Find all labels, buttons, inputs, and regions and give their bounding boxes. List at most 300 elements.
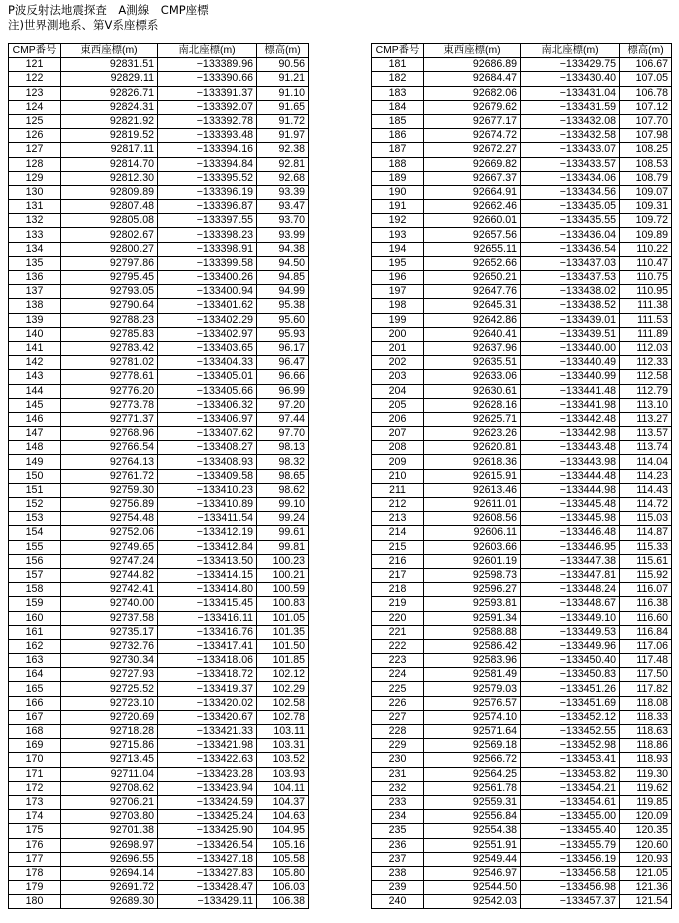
- elevation-cell: 91.65: [257, 100, 309, 114]
- table-row: [372, 739, 672, 753]
- north-south-cell: −133452.98: [521, 739, 620, 753]
- north-south-cell: −133453.41: [521, 753, 620, 767]
- table-row: [372, 384, 672, 398]
- east-west-cell: 92561.78: [424, 781, 521, 795]
- north-south-cell: −133393.48: [158, 129, 257, 143]
- cmp-number-cell: 156: [9, 554, 61, 568]
- elevation-cell: 94.50: [257, 256, 309, 270]
- cmp-number-cell: 209: [372, 455, 424, 469]
- east-west-cell: 92576.57: [424, 696, 521, 710]
- table-row: [372, 625, 672, 639]
- north-south-cell: −133444.98: [521, 483, 620, 497]
- elevation-cell: 98.32: [257, 455, 309, 469]
- elevation-cell: 117.50: [620, 668, 672, 682]
- north-south-cell: −133436.54: [521, 242, 620, 256]
- table-row: [372, 341, 672, 355]
- table-row: [9, 256, 309, 270]
- east-west-cell: 92826.71: [61, 86, 158, 100]
- elevation-cell: 107.70: [620, 114, 672, 128]
- north-south-cell: −133425.24: [158, 810, 257, 824]
- east-west-cell: 92764.13: [61, 455, 158, 469]
- cmp-number-cell: 179: [9, 881, 61, 895]
- table-row: [372, 100, 672, 114]
- cmp-number-cell: 223: [372, 654, 424, 668]
- table-row: [372, 895, 672, 909]
- table-row: [9, 143, 309, 157]
- cmp-number-cell: 171: [9, 767, 61, 781]
- elevation-cell: 117.82: [620, 682, 672, 696]
- east-west-cell: 92637.96: [424, 341, 521, 355]
- cmp-number-cell: 207: [372, 427, 424, 441]
- table-row: [372, 781, 672, 795]
- east-west-cell: 92679.62: [424, 100, 521, 114]
- table-row: [9, 271, 309, 285]
- north-south-cell: −133391.37: [158, 86, 257, 100]
- elevation-cell: 101.05: [257, 611, 309, 625]
- elevation-cell: 95.93: [257, 327, 309, 341]
- cmp-number-cell: 129: [9, 171, 61, 185]
- table-row: [372, 838, 672, 852]
- east-west-cell: 92788.23: [61, 313, 158, 327]
- east-west-cell: 92797.86: [61, 256, 158, 270]
- east-west-cell: 92647.76: [424, 285, 521, 299]
- cmp-number-cell: 126: [9, 129, 61, 143]
- elevation-cell: 107.12: [620, 100, 672, 114]
- table-row: [372, 810, 672, 824]
- east-west-cell: 92749.65: [61, 540, 158, 554]
- elevation-cell: 98.62: [257, 483, 309, 497]
- table-body-left: [9, 58, 309, 909]
- cmp-number-cell: 137: [9, 285, 61, 299]
- table-body-right: [372, 58, 672, 909]
- cmp-number-cell: 213: [372, 512, 424, 526]
- east-west-cell: 92583.96: [424, 654, 521, 668]
- table-row: [9, 781, 309, 795]
- elevation-cell: 91.72: [257, 114, 309, 128]
- cmp-number-cell: 143: [9, 370, 61, 384]
- elevation-cell: 95.38: [257, 299, 309, 313]
- east-west-cell: 92706.21: [61, 795, 158, 809]
- elevation-cell: 105.58: [257, 852, 309, 866]
- north-south-cell: −133440.00: [521, 341, 620, 355]
- table-row: [9, 313, 309, 327]
- north-south-cell: −133439.01: [521, 313, 620, 327]
- elevation-cell: 100.59: [257, 583, 309, 597]
- east-west-cell: 92615.91: [424, 469, 521, 483]
- elevation-cell: 106.03: [257, 881, 309, 895]
- table-row: [9, 72, 309, 86]
- header-east-west: 東西座標(m): [61, 44, 158, 58]
- table-row: [372, 327, 672, 341]
- table-row: [372, 512, 672, 526]
- north-south-cell: −133434.56: [521, 185, 620, 199]
- east-west-cell: 92776.20: [61, 384, 158, 398]
- north-south-cell: −133429.11: [158, 895, 257, 909]
- cmp-number-cell: 181: [372, 58, 424, 72]
- east-west-cell: 92831.51: [61, 58, 158, 72]
- cmp-number-cell: 193: [372, 228, 424, 242]
- table-row: [372, 682, 672, 696]
- north-south-cell: −133426.54: [158, 838, 257, 852]
- table-row: [9, 185, 309, 199]
- elevation-cell: 118.93: [620, 753, 672, 767]
- north-south-cell: −133406.32: [158, 398, 257, 412]
- cmp-number-cell: 210: [372, 469, 424, 483]
- north-south-cell: −133414.80: [158, 583, 257, 597]
- north-south-cell: −133449.96: [521, 639, 620, 653]
- north-south-cell: −133396.19: [158, 185, 257, 199]
- cmp-number-cell: 222: [372, 639, 424, 653]
- table-row: [9, 100, 309, 114]
- table-row: [9, 214, 309, 228]
- table-row: [9, 384, 309, 398]
- table-row: [372, 86, 672, 100]
- table-row: [9, 483, 309, 497]
- table-row: [9, 625, 309, 639]
- east-west-cell: 92790.64: [61, 299, 158, 313]
- north-south-cell: −133443.98: [521, 455, 620, 469]
- east-west-cell: 92544.50: [424, 881, 521, 895]
- elevation-cell: 103.93: [257, 767, 309, 781]
- table-row: [372, 824, 672, 838]
- north-south-cell: −133412.84: [158, 540, 257, 554]
- elevation-cell: 101.50: [257, 639, 309, 653]
- east-west-cell: 92640.41: [424, 327, 521, 341]
- east-west-cell: 92783.42: [61, 341, 158, 355]
- elevation-cell: 93.99: [257, 228, 309, 242]
- elevation-cell: 121.36: [620, 881, 672, 895]
- north-south-cell: −133418.72: [158, 668, 257, 682]
- document-title: [8, 3, 209, 33]
- cmp-number-cell: 216: [372, 554, 424, 568]
- east-west-cell: 92821.92: [61, 114, 158, 128]
- elevation-cell: 108.79: [620, 171, 672, 185]
- elevation-cell: 121.54: [620, 895, 672, 909]
- table-row: [9, 838, 309, 852]
- header-cmp-number: CMP番号: [372, 44, 424, 58]
- elevation-cell: 100.23: [257, 554, 309, 568]
- east-west-cell: 92696.55: [61, 852, 158, 866]
- table-row: [372, 242, 672, 256]
- elevation-cell: 113.27: [620, 412, 672, 426]
- elevation-cell: 96.66: [257, 370, 309, 384]
- cmp-number-cell: 199: [372, 313, 424, 327]
- cmp-number-cell: 183: [372, 86, 424, 100]
- cmp-number-cell: 140: [9, 327, 61, 341]
- north-south-cell: −133423.94: [158, 781, 257, 795]
- header-north-south: 南北座標(m): [521, 44, 620, 58]
- table-row: [372, 668, 672, 682]
- east-west-cell: 92759.30: [61, 483, 158, 497]
- elevation-cell: 113.57: [620, 427, 672, 441]
- table-row: [372, 852, 672, 866]
- cmp-number-cell: 195: [372, 256, 424, 270]
- elevation-cell: 108.53: [620, 157, 672, 171]
- cmp-number-cell: 133: [9, 228, 61, 242]
- east-west-cell: 92611.01: [424, 498, 521, 512]
- north-south-cell: −133446.95: [521, 540, 620, 554]
- elevation-cell: 110.47: [620, 256, 672, 270]
- elevation-cell: 102.29: [257, 682, 309, 696]
- north-south-cell: −133401.62: [158, 299, 257, 313]
- table-row: [9, 398, 309, 412]
- east-west-cell: 92737.58: [61, 611, 158, 625]
- table-row: [372, 256, 672, 270]
- east-west-cell: 92829.11: [61, 72, 158, 86]
- table-row: [372, 725, 672, 739]
- north-south-cell: −133429.75: [521, 58, 620, 72]
- east-west-cell: 92817.11: [61, 143, 158, 157]
- elevation-cell: 112.79: [620, 384, 672, 398]
- north-south-cell: −133402.29: [158, 313, 257, 327]
- elevation-cell: 99.61: [257, 526, 309, 540]
- north-south-cell: −133415.45: [158, 597, 257, 611]
- table-row: [9, 86, 309, 100]
- north-south-cell: −133439.51: [521, 327, 620, 341]
- east-west-cell: 92657.56: [424, 228, 521, 242]
- north-south-cell: −133392.78: [158, 114, 257, 128]
- north-south-cell: −133399.58: [158, 256, 257, 270]
- east-west-cell: 92564.25: [424, 767, 521, 781]
- cmp-table-right: [371, 43, 672, 909]
- east-west-cell: 92662.46: [424, 200, 521, 214]
- table-row: [372, 568, 672, 582]
- table-row: [9, 866, 309, 880]
- cmp-number-cell: 174: [9, 810, 61, 824]
- elevation-cell: 108.25: [620, 143, 672, 157]
- north-south-cell: −133430.40: [521, 72, 620, 86]
- cmp-number-cell: 221: [372, 625, 424, 639]
- north-south-cell: −133409.58: [158, 469, 257, 483]
- elevation-cell: 120.09: [620, 810, 672, 824]
- table-row: [9, 639, 309, 653]
- north-south-cell: −133452.55: [521, 725, 620, 739]
- table-row: [9, 597, 309, 611]
- table-row: [372, 597, 672, 611]
- cmp-number-cell: 121: [9, 58, 61, 72]
- east-west-cell: 92740.00: [61, 597, 158, 611]
- north-south-cell: −133433.57: [521, 157, 620, 171]
- cmp-number-cell: 198: [372, 299, 424, 313]
- table-row: [372, 583, 672, 597]
- east-west-cell: 92785.83: [61, 327, 158, 341]
- east-west-cell: 92642.86: [424, 313, 521, 327]
- elevation-cell: 118.63: [620, 725, 672, 739]
- elevation-cell: 112.33: [620, 356, 672, 370]
- table-row: [372, 356, 672, 370]
- table-row: [9, 810, 309, 824]
- table-row: [372, 795, 672, 809]
- east-west-cell: 92725.52: [61, 682, 158, 696]
- north-south-cell: −133437.53: [521, 271, 620, 285]
- east-west-cell: 92630.61: [424, 384, 521, 398]
- north-south-cell: −133441.48: [521, 384, 620, 398]
- north-south-cell: −133455.40: [521, 824, 620, 838]
- elevation-cell: 103.31: [257, 739, 309, 753]
- north-south-cell: −133408.93: [158, 455, 257, 469]
- elevation-cell: 120.35: [620, 824, 672, 838]
- cmp-number-cell: 229: [372, 739, 424, 753]
- table-row: [372, 611, 672, 625]
- cmp-number-cell: 206: [372, 412, 424, 426]
- east-west-cell: 92773.78: [61, 398, 158, 412]
- north-south-cell: −133438.02: [521, 285, 620, 299]
- cmp-number-cell: 153: [9, 512, 61, 526]
- elevation-cell: 94.85: [257, 271, 309, 285]
- table-row: [9, 129, 309, 143]
- elevation-cell: 114.04: [620, 455, 672, 469]
- cmp-number-cell: 233: [372, 795, 424, 809]
- elevation-cell: 112.58: [620, 370, 672, 384]
- cmp-number-cell: 122: [9, 72, 61, 86]
- north-south-cell: −133416.11: [158, 611, 257, 625]
- cmp-number-cell: 212: [372, 498, 424, 512]
- cmp-number-cell: 170: [9, 753, 61, 767]
- table-row: [372, 441, 672, 455]
- table-row: [372, 398, 672, 412]
- north-south-cell: −133397.55: [158, 214, 257, 228]
- elevation-cell: 106.78: [620, 86, 672, 100]
- north-south-cell: −133431.59: [521, 100, 620, 114]
- cmp-number-cell: 237: [372, 852, 424, 866]
- table-row: [9, 157, 309, 171]
- elevation-cell: 111.38: [620, 299, 672, 313]
- cmp-number-cell: 232: [372, 781, 424, 795]
- cmp-number-cell: 189: [372, 171, 424, 185]
- east-west-cell: 92542.03: [424, 895, 521, 909]
- north-south-cell: −133432.08: [521, 114, 620, 128]
- east-west-cell: 92761.72: [61, 469, 158, 483]
- elevation-cell: 113.10: [620, 398, 672, 412]
- cmp-number-cell: 142: [9, 356, 61, 370]
- elevation-cell: 103.11: [257, 725, 309, 739]
- cmp-number-cell: 169: [9, 739, 61, 753]
- elevation-cell: 98.65: [257, 469, 309, 483]
- cmp-number-cell: 145: [9, 398, 61, 412]
- table-row: [9, 540, 309, 554]
- elevation-cell: 93.47: [257, 200, 309, 214]
- table-row: [9, 526, 309, 540]
- elevation-cell: 110.22: [620, 242, 672, 256]
- cmp-number-cell: 230: [372, 753, 424, 767]
- elevation-cell: 118.08: [620, 696, 672, 710]
- north-south-cell: −133406.97: [158, 412, 257, 426]
- cmp-number-cell: 132: [9, 214, 61, 228]
- east-west-cell: 92620.81: [424, 441, 521, 455]
- table-row: [372, 696, 672, 710]
- cmp-number-cell: 154: [9, 526, 61, 540]
- north-south-cell: −133454.61: [521, 795, 620, 809]
- table-row: [9, 568, 309, 582]
- table-row: [372, 200, 672, 214]
- cmp-number-cell: 240: [372, 895, 424, 909]
- title-line-1: P波反射法地震探査 A測線 CMP座標: [8, 3, 209, 17]
- north-south-cell: −133444.48: [521, 469, 620, 483]
- north-south-cell: −133435.55: [521, 214, 620, 228]
- table-row: [9, 469, 309, 483]
- cmp-number-cell: 225: [372, 682, 424, 696]
- north-south-cell: −133407.62: [158, 427, 257, 441]
- header-cmp-number: CMP番号: [9, 44, 61, 58]
- east-west-cell: 92768.96: [61, 427, 158, 441]
- north-south-cell: −133434.06: [521, 171, 620, 185]
- cmp-number-cell: 155: [9, 540, 61, 554]
- elevation-cell: 115.33: [620, 540, 672, 554]
- cmp-number-cell: 187: [372, 143, 424, 157]
- north-south-cell: −133447.38: [521, 554, 620, 568]
- elevation-cell: 105.16: [257, 838, 309, 852]
- north-south-cell: −133420.67: [158, 710, 257, 724]
- elevation-cell: 116.07: [620, 583, 672, 597]
- east-west-cell: 92800.27: [61, 242, 158, 256]
- north-south-cell: −133436.04: [521, 228, 620, 242]
- north-south-cell: −133422.63: [158, 753, 257, 767]
- cmp-number-cell: 191: [372, 200, 424, 214]
- table-row: [9, 696, 309, 710]
- elevation-cell: 107.05: [620, 72, 672, 86]
- east-west-cell: 92720.69: [61, 710, 158, 724]
- elevation-cell: 103.52: [257, 753, 309, 767]
- north-south-cell: −133418.06: [158, 654, 257, 668]
- north-south-cell: −133419.37: [158, 682, 257, 696]
- north-south-cell: −133410.23: [158, 483, 257, 497]
- table-row: [9, 299, 309, 313]
- elevation-cell: 112.03: [620, 341, 672, 355]
- elevation-cell: 115.61: [620, 554, 672, 568]
- north-south-cell: −133432.58: [521, 129, 620, 143]
- north-south-cell: −133452.12: [521, 710, 620, 724]
- cmp-number-cell: 163: [9, 654, 61, 668]
- elevation-cell: 98.13: [257, 441, 309, 455]
- cmp-number-cell: 194: [372, 242, 424, 256]
- east-west-cell: 92674.72: [424, 129, 521, 143]
- elevation-cell: 120.93: [620, 852, 672, 866]
- north-south-cell: −133457.37: [521, 895, 620, 909]
- elevation-cell: 92.81: [257, 157, 309, 171]
- table-row: [372, 370, 672, 384]
- north-south-cell: −133425.90: [158, 824, 257, 838]
- cmp-number-cell: 182: [372, 72, 424, 86]
- cmp-number-cell: 238: [372, 866, 424, 880]
- cmp-number-cell: 173: [9, 795, 61, 809]
- table-row: [9, 881, 309, 895]
- cmp-number-cell: 185: [372, 114, 424, 128]
- elevation-cell: 95.60: [257, 313, 309, 327]
- table-row: [9, 795, 309, 809]
- north-south-cell: −133400.94: [158, 285, 257, 299]
- east-west-cell: 92566.72: [424, 753, 521, 767]
- north-south-cell: −133445.98: [521, 512, 620, 526]
- north-south-cell: −133442.48: [521, 412, 620, 426]
- north-south-cell: −133448.24: [521, 583, 620, 597]
- east-west-cell: 92694.14: [61, 866, 158, 880]
- north-south-cell: −133440.99: [521, 370, 620, 384]
- elevation-cell: 104.37: [257, 795, 309, 809]
- elevation-cell: 94.99: [257, 285, 309, 299]
- cmp-number-cell: 202: [372, 356, 424, 370]
- cmp-number-cell: 177: [9, 852, 61, 866]
- cmp-number-cell: 176: [9, 838, 61, 852]
- cmp-number-cell: 160: [9, 611, 61, 625]
- east-west-cell: 92606.11: [424, 526, 521, 540]
- east-west-cell: 92756.89: [61, 498, 158, 512]
- east-west-cell: 92805.08: [61, 214, 158, 228]
- east-west-cell: 92718.28: [61, 725, 158, 739]
- cmp-number-cell: 215: [372, 540, 424, 554]
- east-west-cell: 92586.42: [424, 639, 521, 653]
- east-west-cell: 92727.93: [61, 668, 158, 682]
- table-row: [9, 58, 309, 72]
